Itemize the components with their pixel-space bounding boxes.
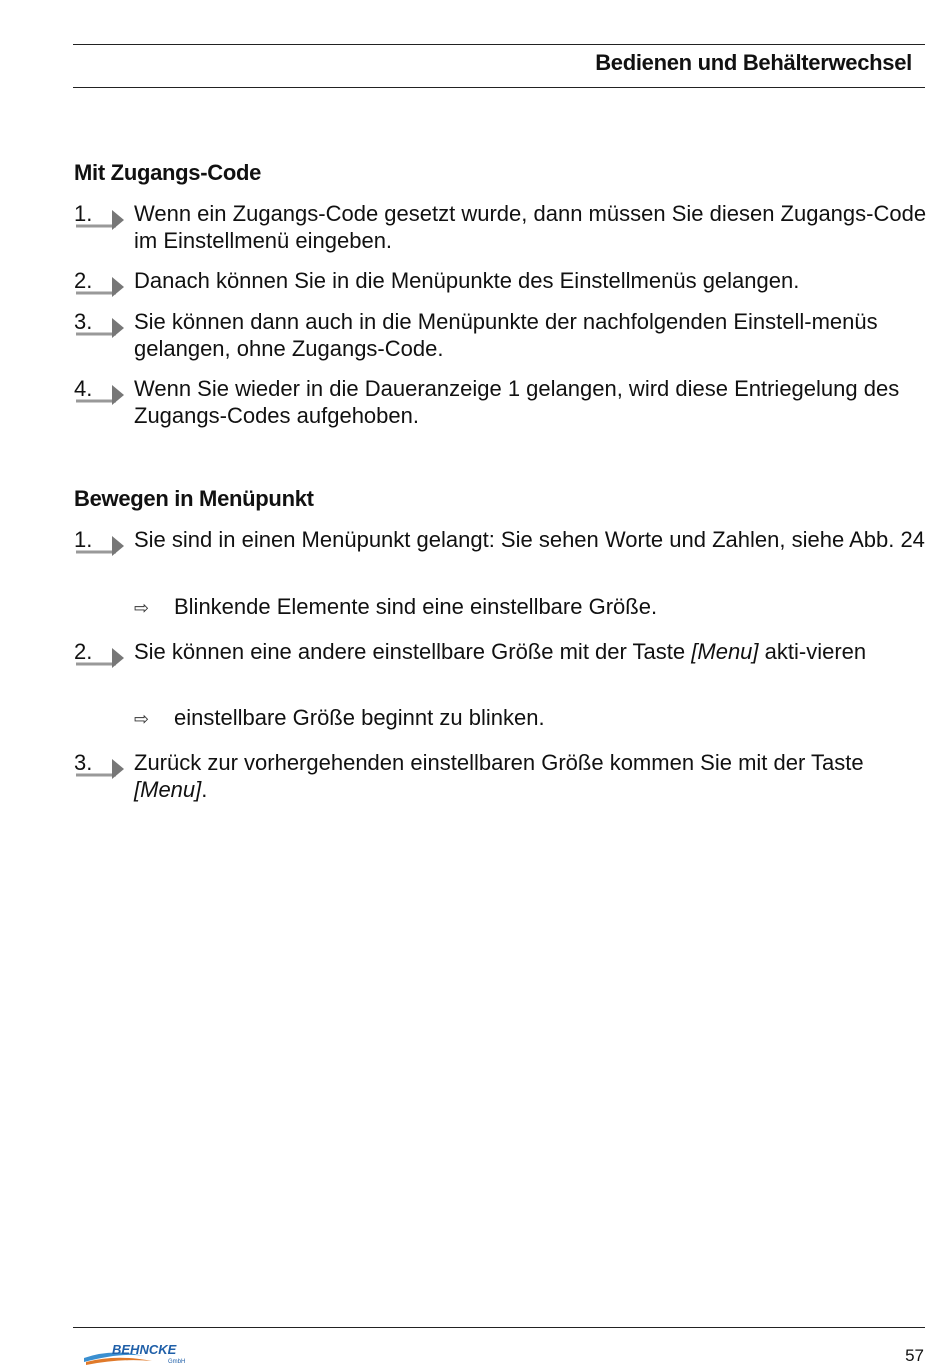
- header-rule-bottom: [73, 87, 925, 88]
- logo-text: BEHNCKE: [112, 1342, 177, 1357]
- step-text: [134, 749, 934, 803]
- step-item: [74, 749, 934, 803]
- step-number: 4.: [74, 376, 93, 401]
- result-text: einstellbare Größe beginnt zu blinken.: [174, 705, 545, 730]
- step-result: [134, 704, 545, 733]
- step-marker: [74, 526, 134, 566]
- step-arrow-icon: [74, 375, 134, 411]
- step-number: 1.: [74, 527, 93, 552]
- step-item: [74, 375, 934, 429]
- step-marker: [74, 200, 134, 240]
- result-arrow-icon: ⇨: [134, 709, 150, 729]
- step-item: [74, 638, 934, 665]
- step-text-part: Zurück zur vorhergehenden einstellbaren Größe kommen Sie mit der Taste: [134, 750, 864, 775]
- header-rule-top: [73, 44, 925, 45]
- footer-rule: [73, 1327, 925, 1328]
- section-heading-bewegen: Bewegen in Menüpunkt: [74, 486, 314, 511]
- result-arrow-icon: ⇨: [134, 598, 150, 618]
- step-number: 1.: [74, 201, 93, 226]
- step-item: [74, 526, 934, 553]
- step-marker: [74, 749, 134, 789]
- step-item: [74, 200, 934, 254]
- step-marker: [74, 375, 134, 415]
- step-text: Sie können dann auch in die Menüpunkte der nachfolgenden Einstell-menüs gelangen, ohne Zugangs-Code.: [134, 309, 878, 361]
- step-number: 2.: [74, 639, 93, 664]
- menu-key-label: [Menu]: [134, 777, 202, 802]
- step-text-part: akti-vieren: [758, 639, 867, 664]
- step-text: Danach können Sie in die Menüpunkte des Einstellmenüs gelangen.: [134, 268, 800, 293]
- step-arrow-icon: [74, 308, 134, 344]
- step-number: 3.: [74, 750, 93, 775]
- step-number: 3.: [74, 309, 93, 334]
- page-number: 57: [905, 1346, 924, 1365]
- step-text: Wenn Sie wieder in die Daueranzeige 1 gelangen, wird diese Entriegelung des Zugangs-Codes aufgehoben.: [134, 376, 900, 428]
- step-arrow-icon: [74, 200, 134, 236]
- page-header-title: Bedienen und Behälterwechsel: [595, 50, 912, 75]
- step-number: 2.: [74, 268, 93, 293]
- result-text: Blinkende Elemente sind eine einstellbare Größe.: [174, 594, 658, 619]
- step-arrow-icon: [74, 526, 134, 562]
- step-item: [74, 308, 934, 362]
- step-text: Wenn ein Zugangs-Code gesetzt wurde, dann müssen Sie diesen Zugangs-Code im Einstellmenü eingeben.: [134, 201, 927, 253]
- step-text: Sie sind in einen Menüpunkt gelangt: Sie sehen Worte und Zahlen, siehe Abb. 24: [134, 527, 925, 552]
- step-arrow-icon: [74, 267, 134, 303]
- step-result: [134, 593, 657, 622]
- step-marker: [74, 267, 134, 307]
- step-marker: [74, 308, 134, 348]
- step-arrow-icon: [74, 749, 134, 785]
- step-arrow-icon: [74, 638, 134, 674]
- menu-key-label: [Menu]: [691, 639, 759, 664]
- step-text-part: Sie können eine andere einstellbare Größe mit der Taste: [134, 639, 692, 664]
- step-item: [74, 267, 934, 294]
- section-heading-zugangs-code: Mit Zugangs-Code: [74, 160, 262, 185]
- logo-subtext: GmbH: [168, 1359, 186, 1365]
- step-text: [134, 638, 934, 665]
- step-text-part: .: [201, 777, 208, 802]
- behncke-logo: [82, 1340, 192, 1366]
- step-marker: [74, 638, 134, 678]
